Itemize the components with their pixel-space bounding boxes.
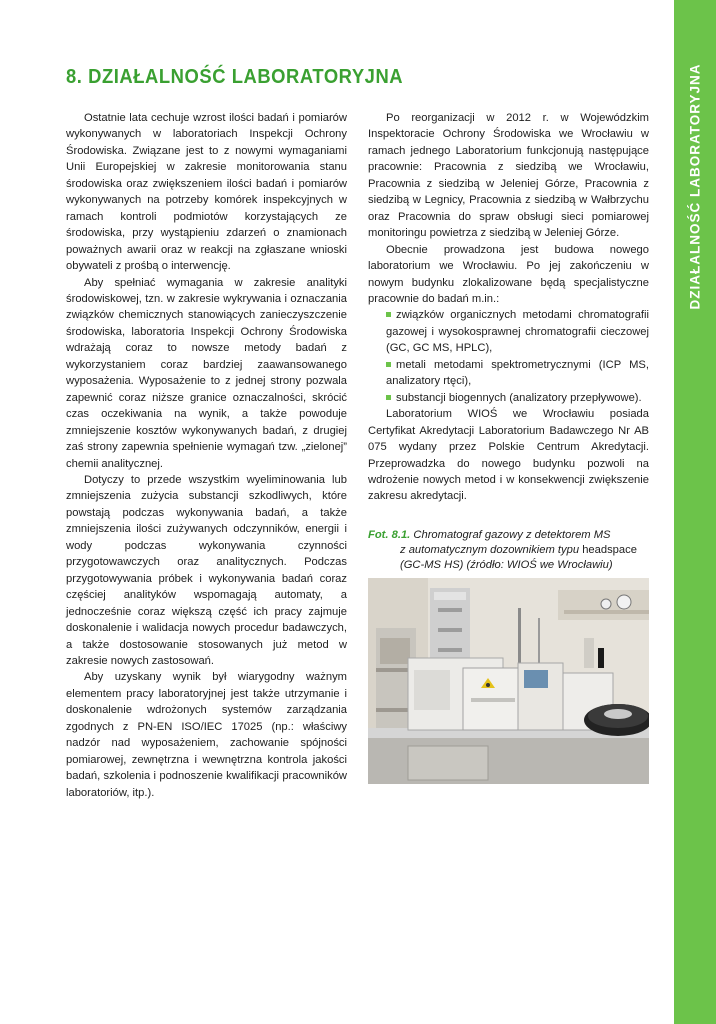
caption-line-2: [368, 543, 649, 558]
paragraph: Laboratorium WIOŚ we Wrocławiu posiada Certyfikat Akredytacji Laboratorium Badawczego Nr AB 075 wydany przez Polskie Centrum Akredytacji. Przeprowadzka do nowego budynku pozwoli na wdrożenie nowych metod i w konsekwencji zwiększenie zakresu akredytacji.: [368, 408, 649, 503]
caption-line-3: (GC-MS HS) (źródło: WIOŚ we Wrocławiu): [400, 559, 613, 571]
paragraph: Ostatnie lata cechuje wzrost ilości badań i pomiarów wykonywanych w laboratoriach Inspekcji Ochrony Środowiska. Związane jest to z nowymi wymaganiami Unii Europejskiej w zakresie monitorowania stanu środowiska oraz zwiększeniem ilości badań i pomiarów wykonywanych na potrzeby komórek inspekcyjnych w ramach kontroli podmiotów korzystających ze środowiska, przy wystąpieniu zdarzeń o znamionach poważnych awarii oraz w reakcji na zgłaszane wnioski obywateli z prośbą o interwencję.: [66, 112, 347, 273]
paragraph: Aby spełniać wymagania w zakresie analityki środowiskowej, tzn. w zakresie wykrywania i oznaczania związków chemicznych stanowiących zanieczyszczenie środowiska, laboratoria Inspekcji Ochrony Środowiska wdrażają coraz to nowsze metody badań z wykorzystaniem coraz bardziej zaawansowanego wyposażenia. Wyposażenie to z jednej strony pozwala zapewnić coraz niższe granice oznaczalności, skrócić czas oczekiwania na wynik, a także powoduje zmniejszenie kosztów wykonywanych badań, z drugiej zaś strony zapewnia spełnienie wymagań tzw. „zielonej” chemii analitycznej.: [66, 276, 347, 470]
paragraph: Aby uzyskany wynik był wiarygodny ważnym elementem pracy laboratoryjnej jest także utrzymanie i doskonalenie wdrożonych systemów zarządzania zgodnych z PN-EN ISO/IEC 17025 (np.: właściwy nadzór nad wyposażeniem, zachowanie spójności pomiarowej, zewnętrzna i wewnętrzna kontrola jakości badań, szkolenia i podnoszenie kwalifikacji pracowników laboratoriów, itp.).: [66, 671, 347, 799]
list-item-text: związków organicznych metodami chromatografii gazowej i wysokosprawnej chromatografii cieczowej (GC, GC MS, HPLC),: [386, 309, 649, 355]
figure-label: Fot. 8.1.: [368, 529, 411, 541]
square-bullet-icon: [386, 312, 391, 317]
list-item-text: metali metodami spektrometrycznymi (ICP MS, analizatory rtęci),: [386, 358, 649, 388]
list-item: [368, 307, 649, 356]
paragraph: Dotyczy to przede wszystkim wyeliminowania lub zmniejszenia zużycia substancji szkodliwych, które powstają podczas wykonywania badań, a także zmniejszenia ilości zużywanych odczynników, energii i wody podczas wykonywania czynności przygotowawczych oraz analitycznych. Podczas przygotowywania próbek i wykonywania badań coraz częściej analityków wspomagają automaty, a jednocześnie coraz większą część ich pracy zajmuje doskonalenie i walidacja nowych procedur badawczych, a także dostosowanie stosowanych już metod w zakresie nowych zastosowań.: [66, 473, 347, 667]
bullet-list: [368, 307, 649, 406]
left-column: [66, 110, 347, 801]
figure-caption: [368, 528, 649, 573]
side-tab-text: DZIAŁALNOŚĆ LABORATORYJNA: [687, 63, 703, 309]
side-tab-label: [680, 56, 710, 316]
square-bullet-icon: [386, 395, 391, 400]
square-bullet-icon: [386, 362, 391, 367]
paragraph: Po reorganizacji w 2012 r. w Wojewódzkim Inspektoracie Ochrony Środowiska we Wrocławiu w ramach jednego Laboratorium funkcjonują następujące pracownie: Pracownia z siedzibą we Wrocławiu, Pracownia z siedzibą w Jeleniej Górze, Pracownia z siedzibą w Legnicy, Pracownia z siedzibą w Wałbrzychu oraz Pracownia do spraw obsługi sieci pomiarowej monitoringu powietrza z siedzibą w Jeleniej Górze.: [368, 112, 649, 240]
lab-equipment-photo: [368, 578, 649, 784]
photo-illustration: [368, 578, 649, 784]
caption-line-2-italic: z automatycznym dozownikiem typu: [400, 544, 580, 556]
paragraph: Obecnie prowadzona jest budowa nowego laboratorium we Wrocławiu. Po jej zakończeniu w nowym budynku zlokalizowane będą specjalistyczne pracownie do badań m.in.:: [368, 243, 649, 305]
list-item: [368, 390, 649, 406]
list-item-text: substancji biogennych (analizatory przepływowe).: [396, 391, 642, 404]
caption-line-2-plain: headspace: [582, 544, 637, 556]
section-title: 8. DZIAŁALNOŚĆ LABORATORYJNA: [66, 66, 404, 88]
caption-line-1: Chromatograf gazowy z detektorem MS: [413, 529, 611, 541]
right-column: [368, 110, 649, 505]
list-item: [368, 357, 649, 390]
